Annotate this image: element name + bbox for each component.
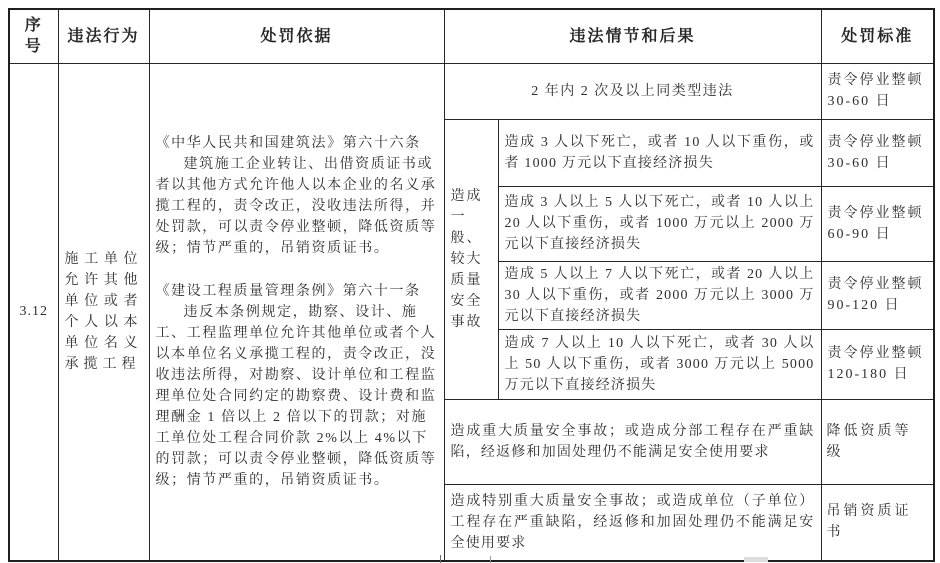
basis-law1-body: 建筑施工企业转让、出借资质证书或者以其他方式允许他人以本企业的名义承揽工程的，责令改正，没收违法所得，并处罚款，可以责令停业整顿，降低资质等级；情节严重的，吊销资质证书。 xyxy=(155,156,437,256)
penalty-regulation-table xyxy=(8,8,935,562)
basis-law1-title: 《中华人民共和国建筑法》第六十六条 xyxy=(155,135,421,151)
basis-law2-title: 《建设工程质量管理条例》第六十一条 xyxy=(155,283,421,299)
table-row xyxy=(9,63,934,119)
penalty-cell: 责令停业整顿 120-180 日 xyxy=(821,329,934,399)
col-header-violation: 违法行为 xyxy=(58,9,149,63)
table-continuation-tick xyxy=(490,556,491,563)
circumstance-cell: 造成 7 人以上 10 人以下死亡，或者 30 人以上 50 人以下重伤，或者 3000 万元以上 5000 万元以下直接经济损失 xyxy=(498,329,821,399)
penalty-cell: 吊销资质证书 xyxy=(821,484,934,561)
table-continuation-tick xyxy=(440,555,441,563)
penalty-cell: 责令停业整顿 30-60 日 xyxy=(821,63,934,119)
col-header-serial: 序号 xyxy=(9,9,58,63)
accident-group-label-cell: 造成一般、较大质量安全事故 xyxy=(444,119,498,399)
col-header-penalty: 处罚标准 xyxy=(821,9,934,63)
penalty-cell: 责令停业整顿 90-120 日 xyxy=(821,261,934,329)
basis-cell xyxy=(149,63,444,561)
table-header-row xyxy=(9,9,934,63)
scan-smudge xyxy=(744,557,768,562)
col-header-circumstance: 违法情节和后果 xyxy=(444,9,821,63)
circumstance-cell: 造成重大质量安全事故；或造成分部工程存在严重缺陷，经返修和加固处理仍不能满足安全使用要求 xyxy=(444,399,821,484)
penalty-cell: 责令停业整顿 30-60 日 xyxy=(821,119,934,186)
serial-number-cell: 3.12 xyxy=(9,63,58,561)
violation-cell: 施工单位允许其他单位或者个人以本单位名义承揽工程 xyxy=(58,63,149,561)
circumstance-cell: 造成 3 人以下死亡，或者 10 人以下重伤，或者 1000 万元以下直接经济损失 xyxy=(498,119,821,186)
col-header-basis: 处罚依据 xyxy=(149,9,444,63)
circumstance-cell: 造成特别重大质量安全事故；或造成单位（子单位）工程存在严重缺陷，经返修和加固处理仍不能满足安全使用要求 xyxy=(444,484,821,561)
penalty-cell: 责令停业整顿 60-90 日 xyxy=(821,186,934,261)
circumstance-cell: 2 年内 2 次及以上同类型违法 xyxy=(444,63,821,119)
circumstance-cell: 造成 3 人以上 5 人以下死亡，或者 10 人以上 20 人以下重伤，或者 1000 万元以上 2000 万元以下直接经济损失 xyxy=(498,186,821,261)
circumstance-cell: 造成 5 人以上 7 人以下死亡，或者 20 人以上 30 人以下重伤，或者 2000 万元以上 3000 万元以下直接经济损失 xyxy=(498,261,821,329)
basis-law2-body: 违反本条例规定，勘察、设计、施工、工程监理单位允许其他单位或者个人以本单位名义承揽工程的，责令改正，没收违法所得，对勘察、设计单位和工程监理单位处合同约定的勘察费、设计费和监理酬金 1 倍以上 2 倍以下的罚款；对施工单位处工程合同价款 2%以上 4%以下的罚款；可以责令停业整顿，降低资质等级；情节严重的，吊销资质证书。 xyxy=(155,304,437,488)
basis-paragraph-gap xyxy=(156,259,438,281)
penalty-cell: 降低资质等级 xyxy=(821,399,934,484)
